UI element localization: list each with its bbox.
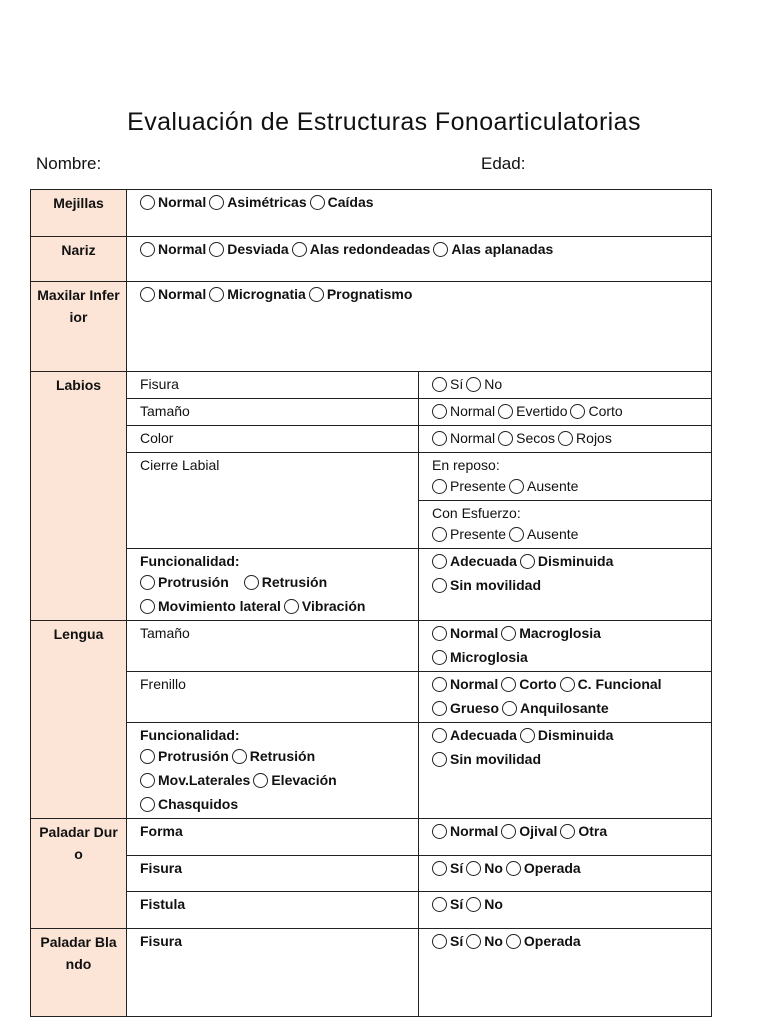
radio-icon xyxy=(309,287,324,302)
radio-option-label: Normal xyxy=(450,430,496,446)
radio-option-label: Asimétricas xyxy=(227,194,307,210)
radio-icon xyxy=(140,749,155,764)
radio-icon xyxy=(570,404,585,419)
reposo-label: En reposo: xyxy=(432,457,500,473)
radio-option-label: Operada xyxy=(523,860,581,876)
labios-cierre-reposo xyxy=(419,453,712,501)
paladar-duro-forma-options xyxy=(419,819,712,856)
radio-icon xyxy=(140,287,155,302)
radio-icon xyxy=(232,749,247,764)
radio-icon xyxy=(432,752,447,767)
radio-option[interactable] xyxy=(433,239,553,260)
radio-option-label: Prognatismo xyxy=(326,286,413,302)
paladar-duro-fistula-label: Fistula xyxy=(127,892,419,929)
section-label-paladar-blando: Paladar Blando xyxy=(31,929,127,1017)
radio-option[interactable] xyxy=(560,821,607,842)
radio-icon xyxy=(498,431,513,446)
radio-icon xyxy=(432,897,447,912)
radio-icon xyxy=(433,242,448,257)
radio-option[interactable] xyxy=(432,428,495,449)
paladar-blando-fisura-options xyxy=(419,929,712,1017)
radio-option[interactable] xyxy=(466,894,503,915)
radio-option[interactable] xyxy=(432,894,463,915)
radio-option[interactable] xyxy=(501,821,557,842)
row-labios-fisura xyxy=(31,372,712,399)
lengua-frenillo-label: Frenillo xyxy=(127,672,419,723)
esfuerzo-radio-group xyxy=(432,526,581,545)
paladar-duro-fisura-options xyxy=(419,856,712,892)
lengua-tamano-options xyxy=(419,621,712,672)
nombre-label: Nombre: xyxy=(36,154,102,173)
labios-cierre-esfuerzo xyxy=(419,501,712,549)
labios-func-radio-3[interactable]: Movimiento lateral xyxy=(140,596,281,617)
lengua-funcionalidad-label: Funcionalidad: xyxy=(140,727,240,743)
radio-icon xyxy=(432,479,447,494)
radio-icon xyxy=(509,527,524,542)
lengua-funcionalidad-cell xyxy=(127,723,419,819)
labios-color-label: Color xyxy=(127,426,419,453)
labios-funcionalidad-label: Funcionalidad: xyxy=(140,553,240,569)
radio-icon xyxy=(466,897,481,912)
radio-option-label: No xyxy=(484,933,503,949)
radio-option-label: Secos xyxy=(516,430,556,446)
radio-option[interactable] xyxy=(498,428,555,449)
paladar-blando-fisura-radio-group xyxy=(432,933,584,952)
radio-option-label: Desviada xyxy=(227,241,289,257)
radio-option-label: Evertido xyxy=(516,403,568,419)
row-paladar-duro-fisura xyxy=(31,856,712,892)
radio-icon xyxy=(506,934,521,949)
maxilar-radio-group xyxy=(140,286,415,305)
radio-option-label: Micrognatia xyxy=(227,286,306,302)
radio-icon xyxy=(140,242,155,257)
radio-option[interactable] xyxy=(209,284,306,305)
labios-func-option-3[interactable]: Sin movilidad xyxy=(432,575,541,596)
forma-radio-group xyxy=(432,823,610,842)
radio-icon xyxy=(558,431,573,446)
row-nariz xyxy=(31,237,712,282)
radio-option[interactable] xyxy=(558,428,612,449)
radio-option-label: Sí xyxy=(450,896,464,912)
options-mejillas xyxy=(127,190,712,237)
labios-tamano-radio-group xyxy=(432,403,626,422)
radio-option-label: Alas redondeadas xyxy=(309,241,431,257)
radio-option-label: Ausente xyxy=(527,526,579,542)
lengua-func-radio-4[interactable]: Elevación xyxy=(253,770,336,791)
lengua-tamano-label: Tamaño xyxy=(127,621,419,672)
radio-option[interactable] xyxy=(506,931,581,952)
radio-option[interactable] xyxy=(498,401,567,422)
section-label-paladar-duro: Paladar Duro xyxy=(31,819,127,929)
section-label-nariz: Nariz xyxy=(31,237,127,282)
radio-option-label: No xyxy=(484,860,503,876)
row-maxilar xyxy=(31,282,712,372)
radio-option[interactable] xyxy=(509,524,578,545)
radio-icon xyxy=(432,701,447,716)
radio-option[interactable] xyxy=(209,192,306,213)
labios-func-option-1[interactable]: Adecuada xyxy=(432,551,517,572)
radio-icon xyxy=(140,575,155,590)
radio-icon xyxy=(432,431,447,446)
radio-icon xyxy=(560,677,575,692)
lengua-func-radio-3[interactable]: Mov.Laterales xyxy=(140,770,250,791)
radio-option-label: Caídas xyxy=(327,194,374,210)
lengua-tamano-radio-2[interactable]: Macroglosia xyxy=(501,623,601,644)
radio-option[interactable] xyxy=(432,524,506,545)
radio-option-label: Otra xyxy=(578,823,608,839)
lengua-func-radio-5[interactable]: Chasquidos xyxy=(140,794,238,815)
radio-option-label: Normal xyxy=(450,403,496,419)
radio-option[interactable] xyxy=(310,192,374,213)
lengua-func-radio-2[interactable]: Retrusión xyxy=(232,746,315,767)
frenillo-radio-3[interactable]: C. Funcional xyxy=(560,674,662,695)
radio-icon xyxy=(209,195,224,210)
radio-icon xyxy=(432,861,447,876)
radio-icon xyxy=(432,404,447,419)
radio-icon xyxy=(292,242,307,257)
radio-option-label: Normal xyxy=(158,194,207,210)
radio-option[interactable] xyxy=(432,821,498,842)
radio-option-label: Ojival xyxy=(519,823,558,839)
radio-option[interactable] xyxy=(466,931,503,952)
radio-icon xyxy=(432,934,447,949)
radio-icon xyxy=(284,599,299,614)
radio-icon xyxy=(432,377,447,392)
radio-option[interactable] xyxy=(209,239,288,260)
labios-func-radio-1[interactable]: Protrusión xyxy=(140,572,229,593)
esfuerzo-label: Con Esfuerzo: xyxy=(432,505,521,521)
radio-icon xyxy=(140,599,155,614)
fistula-radio-group xyxy=(432,896,506,915)
radio-icon xyxy=(466,861,481,876)
radio-icon xyxy=(501,626,516,641)
row-lengua-funcionalidad xyxy=(31,723,712,819)
paladar-duro-fisura-radio-group xyxy=(432,860,584,879)
radio-option-label: Corto xyxy=(588,403,623,419)
labios-fisura-options xyxy=(419,372,712,399)
edad-label: Edad: xyxy=(481,154,526,173)
labios-color-options xyxy=(419,426,712,453)
radio-option[interactable] xyxy=(570,401,622,422)
radio-icon xyxy=(432,527,447,542)
paladar-blando-fisura-label: Fisura xyxy=(127,929,419,1017)
labios-color-radio-group xyxy=(432,430,615,449)
mejillas-radio-group xyxy=(140,194,377,213)
reposo-radio-group xyxy=(432,478,581,497)
radio-option-label: Operada xyxy=(523,933,581,949)
row-paladar-duro-forma xyxy=(31,819,712,856)
labios-fisura-label: Fisura xyxy=(127,372,419,399)
row-paladar-duro-fistula xyxy=(31,892,712,929)
radio-icon xyxy=(432,677,447,692)
labios-func-option-2[interactable]: Disminuida xyxy=(520,551,613,572)
radio-option-label: No xyxy=(484,896,503,912)
radio-icon xyxy=(253,773,268,788)
radio-icon xyxy=(501,824,516,839)
lengua-func-radio-1[interactable]: Protrusión xyxy=(140,746,229,767)
nariz-radio-group xyxy=(140,241,556,260)
radio-option-label: Presente xyxy=(450,478,507,494)
frenillo-radio-4[interactable]: Grueso xyxy=(432,698,499,719)
radio-icon xyxy=(244,575,259,590)
labios-funcionalidad-options xyxy=(419,549,712,621)
radio-icon xyxy=(432,824,447,839)
radio-icon xyxy=(501,677,516,692)
row-labios-tamano xyxy=(31,399,712,426)
radio-option[interactable] xyxy=(466,858,503,879)
radio-option[interactable] xyxy=(506,858,581,879)
row-paladar-blando-fisura xyxy=(31,929,712,1017)
lengua-tamano-radio-1[interactable]: Normal xyxy=(432,623,498,644)
radio-option-label: Alas aplanadas xyxy=(451,241,554,257)
radio-icon xyxy=(140,797,155,812)
radio-icon xyxy=(560,824,575,839)
row-lengua-tamano xyxy=(31,621,712,672)
radio-icon xyxy=(209,242,224,257)
paladar-duro-fistula-options xyxy=(419,892,712,929)
radio-icon xyxy=(432,554,447,569)
lengua-func-option-3[interactable]: Sin movilidad xyxy=(432,749,541,770)
page-title: Evaluación de Estructuras Fonoarticulatorias xyxy=(127,108,641,136)
radio-icon xyxy=(310,195,325,210)
paladar-duro-fisura-label: Fisura xyxy=(127,856,419,892)
radio-option[interactable] xyxy=(432,374,463,395)
labios-fisura-radio-group xyxy=(432,376,505,395)
radio-option[interactable] xyxy=(432,858,463,879)
radio-icon xyxy=(209,287,224,302)
radio-icon xyxy=(140,195,155,210)
row-labios-color xyxy=(31,426,712,453)
section-label-maxilar: Maxilar Inferior xyxy=(31,282,127,372)
radio-icon xyxy=(466,377,481,392)
radio-icon xyxy=(502,701,517,716)
radio-option[interactable] xyxy=(140,239,206,260)
radio-option-label: Ausente xyxy=(527,478,579,494)
radio-option-label: Sí xyxy=(450,860,464,876)
section-label-lengua: Lengua xyxy=(31,621,127,819)
section-label-mejillas: Mejillas xyxy=(31,190,127,237)
radio-option-label: Sí xyxy=(450,933,464,949)
radio-option-label: Normal xyxy=(158,241,207,257)
radio-icon xyxy=(506,861,521,876)
section-label-labios: Labios xyxy=(31,372,127,621)
radio-option-label: Normal xyxy=(158,286,207,302)
radio-option[interactable] xyxy=(432,476,506,497)
row-labios-cierre-reposo xyxy=(31,453,712,501)
radio-icon xyxy=(520,554,535,569)
labios-tamano-options xyxy=(419,399,712,426)
radio-option-label: Rojos xyxy=(576,430,612,446)
radio-icon xyxy=(466,934,481,949)
lengua-frenillo-options xyxy=(419,672,712,723)
radio-icon xyxy=(498,404,513,419)
radio-option-label: No xyxy=(484,376,503,392)
radio-icon xyxy=(432,626,447,641)
paladar-duro-forma-label: Forma xyxy=(127,819,419,856)
radio-option[interactable] xyxy=(140,192,206,213)
radio-icon xyxy=(432,650,447,665)
radio-option[interactable] xyxy=(292,239,431,260)
frenillo-radio-1[interactable]: Normal xyxy=(432,674,498,695)
row-labios-funcionalidad xyxy=(31,549,712,621)
evaluation-table xyxy=(30,189,712,1017)
radio-icon xyxy=(432,728,447,743)
lengua-func-option-1[interactable]: Adecuada xyxy=(432,725,517,746)
labios-tamano-label: Tamaño xyxy=(127,399,419,426)
radio-option[interactable] xyxy=(432,401,495,422)
labios-func-radio-4[interactable]: Vibración xyxy=(284,596,366,617)
row-lengua-frenillo xyxy=(31,672,712,723)
radio-icon xyxy=(432,578,447,593)
labios-funcionalidad-cell xyxy=(127,549,419,621)
radio-option-label: Normal xyxy=(450,823,499,839)
radio-icon xyxy=(509,479,524,494)
radio-option-label: Sí xyxy=(450,376,464,392)
radio-option[interactable] xyxy=(509,476,578,497)
options-nariz xyxy=(127,237,712,282)
radio-option[interactable] xyxy=(309,284,413,305)
lengua-func-option-2[interactable]: Disminuida xyxy=(520,725,613,746)
labios-func-radio-2[interactable]: Retrusión xyxy=(244,572,327,593)
radio-option[interactable] xyxy=(432,931,463,952)
labios-cierre-label: Cierre Labial xyxy=(127,453,419,549)
options-maxilar xyxy=(127,282,712,372)
frenillo-radio-5[interactable]: Anquilosante xyxy=(502,698,609,719)
lengua-funcionalidad-options xyxy=(419,723,712,819)
radio-option[interactable] xyxy=(140,284,206,305)
radio-option-label: Presente xyxy=(450,526,507,542)
radio-option[interactable] xyxy=(466,374,502,395)
frenillo-radio-2[interactable]: Corto xyxy=(501,674,556,695)
radio-icon xyxy=(140,773,155,788)
radio-icon xyxy=(520,728,535,743)
lengua-tamano-radio-3[interactable]: Microglosia xyxy=(432,647,528,668)
row-mejillas xyxy=(31,190,712,237)
